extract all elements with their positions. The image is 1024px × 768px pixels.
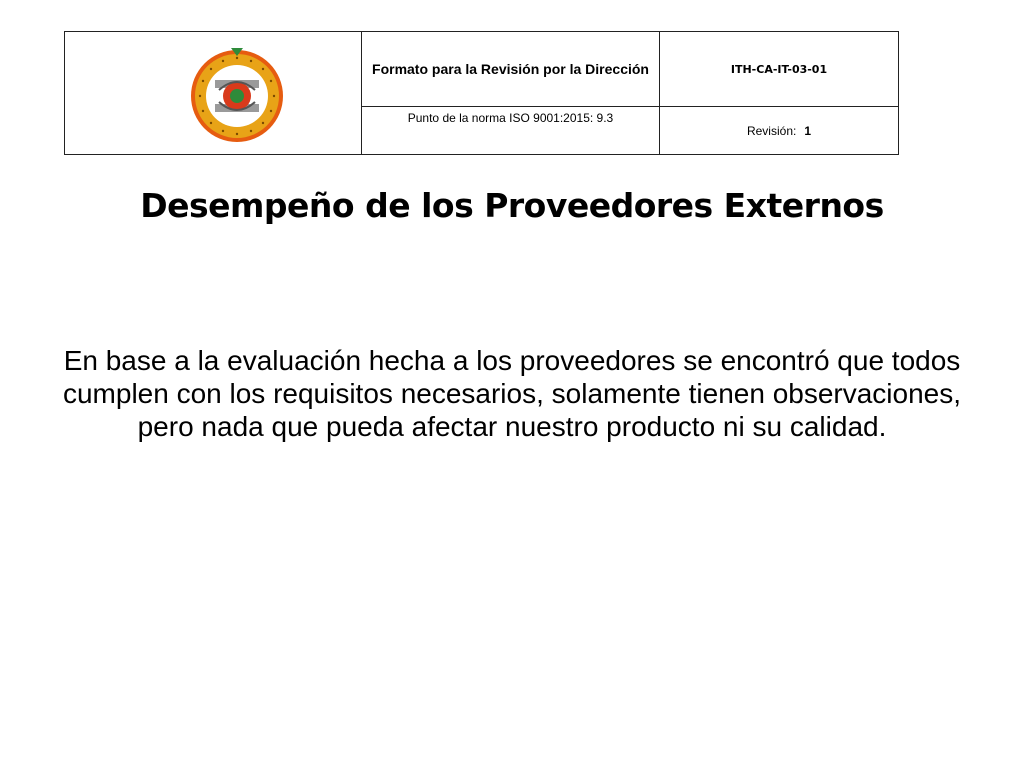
iso-point: Punto de la norma ISO 9001:2015: 9.3 — [407, 111, 614, 125]
document-title-cell — [362, 32, 660, 107]
revision-label: Revisión: — [746, 123, 797, 138]
revision-cell — [660, 107, 899, 155]
document-code-cell — [660, 32, 899, 107]
slide-title: Desempeño de los Proveedores Externos — [140, 186, 884, 225]
revision-number: 1 — [804, 123, 812, 138]
document-header-table — [64, 31, 899, 155]
iso-point-cell — [362, 107, 660, 155]
logo-cell — [65, 32, 362, 155]
document-code: ITH-CA-IT-03-01 — [730, 63, 828, 76]
body-paragraph: En base a la evaluación hecha a los proveedores se encontró que todos cumplen con los requisitos necesarios, solamente tienen observaciones, pero nada que pueda afectar nuestro producto ni su calidad. — [62, 345, 962, 442]
document-title: Formato para la Revisión por la Dirección — [372, 61, 649, 77]
institution-seal-icon — [189, 44, 285, 144]
